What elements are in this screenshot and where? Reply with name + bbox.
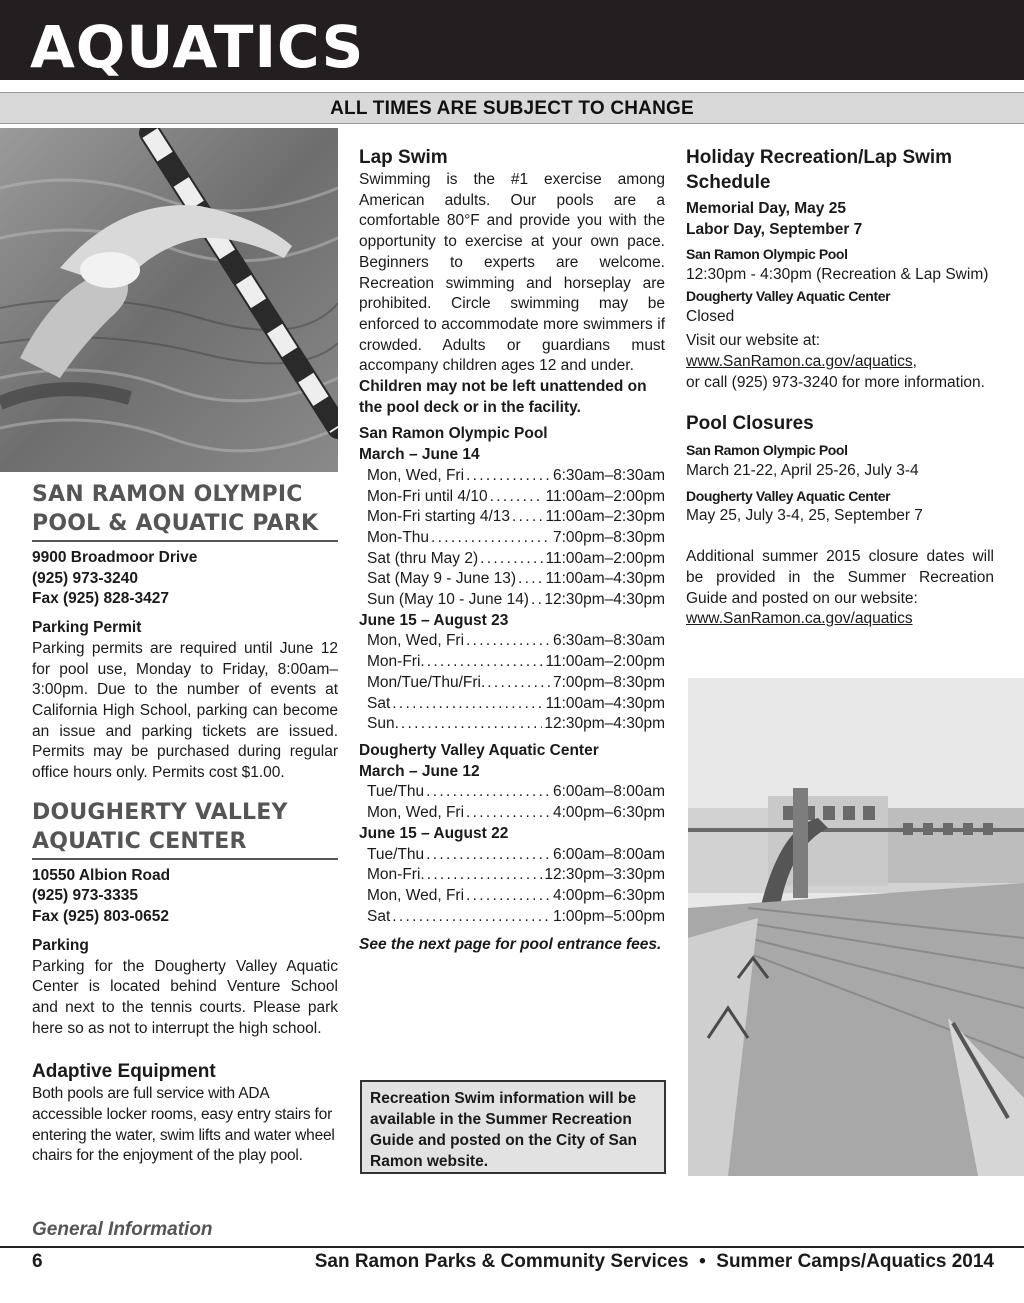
schedule-time: 11:00am–2:00pm xyxy=(545,487,665,505)
closure-olympic-dates: March 21-22, April 25-26, July 3-4 xyxy=(686,462,919,480)
page-number: 6 xyxy=(32,1251,43,1272)
schedule-row xyxy=(359,590,665,611)
olympic-period-2: June 15 – August 23 xyxy=(359,611,509,629)
dougherty-period-2: June 15 – August 22 xyxy=(359,824,509,842)
dot-leader xyxy=(431,528,551,549)
dougherty-phone: (925) 973-3335 xyxy=(32,887,138,905)
title-banner xyxy=(0,0,1024,80)
dougherty-fax: Fax (925) 803-0652 xyxy=(32,908,170,926)
schedule-day: Sun (May 10 - June 14) xyxy=(367,591,529,609)
schedule-time: 6:30am–8:30am xyxy=(552,632,665,650)
adaptive-text: Both pools are full service with ADA accessible locker rooms, easy entry stairs for entering the water, swim lifts and water wheel chairs for the enjoyment of the play pool. xyxy=(32,1085,335,1165)
olympic-phone: (925) 973-3240 xyxy=(32,569,138,587)
middle-column xyxy=(359,145,665,956)
schedule-row xyxy=(359,714,665,735)
parking-text: Parking for the Dougherty Valley Aquatic Center is located behind Venture School and next to the tennis courts. Please park here so as not to interrupt the high school. xyxy=(32,957,338,1037)
schedule-row xyxy=(359,549,665,570)
recreation-swim-note: Recreation Swim information will be available in the Summer Recreation Guide and posted on the City of San Ramon website. xyxy=(360,1080,666,1174)
schedule-day: Mon-Fri. xyxy=(367,653,425,671)
schedule-day: Tue/Thu xyxy=(367,783,425,801)
schedule-day: Sun. xyxy=(367,715,399,733)
dot-leader xyxy=(466,631,551,652)
dot-leader xyxy=(392,907,551,928)
schedule-row xyxy=(359,507,665,528)
dot-leader xyxy=(487,673,551,694)
dougherty-contact xyxy=(32,866,338,928)
schedule-row xyxy=(359,782,665,803)
dougherty-heading: DOUGHERTY VALLEY AQUATIC CENTER xyxy=(32,798,338,860)
schedule-row xyxy=(359,673,665,694)
lap-swim-warning: Children may not be left unattended on the pool deck or in the facility. xyxy=(359,378,647,416)
holiday-dougherty-status: Closed xyxy=(686,307,735,325)
holiday-dougherty-label: Dougherty Valley Aquatic Center xyxy=(686,287,891,304)
schedule-time: 4:00pm–6:30pm xyxy=(552,886,665,904)
schedule-day: Sat (May 9 - June 13) xyxy=(367,570,517,588)
dougherty-schedule-title: Dougherty Valley Aquatic Center xyxy=(359,741,599,759)
holiday-title: Holiday Recreation/Lap Swim Schedule xyxy=(686,147,953,193)
dot-leader xyxy=(480,549,543,570)
schedule-row xyxy=(359,865,665,886)
schedule-time: 6:00am–8:00am xyxy=(552,845,665,863)
dot-leader xyxy=(427,652,544,673)
footer-divider xyxy=(0,1246,1024,1248)
holiday-olympic-label: San Ramon Olympic Pool xyxy=(686,246,848,263)
schedule-time: 7:00pm–8:30pm xyxy=(552,673,665,691)
aquatics-link[interactable]: www.SanRamon.ca.gov/aquatics xyxy=(686,352,913,370)
right-column xyxy=(686,145,994,630)
holiday-date-2: Labor Day, September 7 xyxy=(686,220,863,238)
schedule-day: Mon-Fri until 4/10 xyxy=(367,487,488,505)
swimmer-photo xyxy=(0,128,338,472)
holiday-olympic-hours: 12:30pm - 4:30pm (Recreation & Lap Swim) xyxy=(686,266,989,284)
schedule-row xyxy=(359,466,665,487)
closure-dougherty-dates: May 25, July 3-4, 25, September 7 xyxy=(686,507,923,525)
schedule-time: 11:00am–2:00pm xyxy=(545,653,665,671)
schedule-day: Sat (thru May 2) xyxy=(367,549,479,567)
notice-bar xyxy=(0,92,1024,124)
schedule-day: Sat xyxy=(367,907,391,925)
schedule-day: Mon/Tue/Thu/Fri. xyxy=(367,673,486,691)
dot-leader xyxy=(466,803,551,824)
schedule-day: Mon, Wed, Fri xyxy=(367,632,465,650)
parking-permit-text: Parking permits are required until June 12 for pool use, Monday to Friday, 8:00am–3:00pm. Due to the number of events at California High School, parking can become an issue and parking tickets are issued. Permits may be purchased during regular office hours only. Permits cost $1.00. xyxy=(32,639,338,782)
schedule-time: 6:30am–8:30am xyxy=(552,466,665,484)
parking-permit-title: Parking Permit xyxy=(32,619,142,637)
visit-link-line: www.SanRamon.ca.gov/aquatics, xyxy=(686,352,917,370)
schedule-time: 11:00am–4:30pm xyxy=(545,694,665,712)
schedule-row xyxy=(359,907,665,928)
dot-leader xyxy=(426,782,551,803)
left-column xyxy=(32,480,338,1167)
dougherty-schedule-1 xyxy=(359,782,665,823)
schedule-row xyxy=(359,694,665,715)
schedule-row xyxy=(359,631,665,652)
olympic-heading: SAN RAMON OLYMPIC POOL & AQUATIC PARK xyxy=(32,480,338,542)
closures-title: Pool Closures xyxy=(686,413,814,435)
schedule-row xyxy=(359,886,665,907)
schedule-time: 4:00pm–6:30pm xyxy=(552,804,665,822)
olympic-fax: Fax (925) 828-3427 xyxy=(32,590,170,608)
dot-leader xyxy=(392,694,543,715)
section-tag: General Information xyxy=(32,1219,213,1240)
closure-olympic-label: San Ramon Olympic Pool xyxy=(686,442,848,459)
additional-closures-text: Additional summer 2015 closure dates will be provided in the Summer Recreation Guide and posted on our website: xyxy=(686,548,994,607)
schedule-day: Mon, Wed, Fri xyxy=(367,804,465,822)
schedule-time: 7:00pm–8:30pm xyxy=(552,528,665,546)
lap-swim-text: Swimming is the #1 exercise among American adults. Our pools are a comfortable 80°F and provide you with the opportunity to exercise at your own pace. Beginners to experts are welcome. Recreation swimming and horseplay are prohibited. Circle swimming may be enforced to accommodate more swimmers if crowded. Adults or guardians must accompany children ages 12 and under. xyxy=(359,171,665,375)
dot-leader xyxy=(512,507,544,528)
olympic-schedule-1 xyxy=(359,466,665,611)
olympic-address: 9900 Broadmoor Drive xyxy=(32,549,198,566)
olympic-contact xyxy=(32,548,338,610)
schedule-time: 11:00am–2:00pm xyxy=(545,549,665,567)
schedule-day: Tue/Thu xyxy=(367,845,425,863)
schedule-time: 11:00am–2:30pm xyxy=(545,508,665,526)
schedule-row xyxy=(359,487,665,508)
schedule-row xyxy=(359,528,665,549)
visit-line-2: or call (925) 973-3240 for more information. xyxy=(686,373,985,391)
schedule-row xyxy=(359,803,665,824)
dot-leader xyxy=(427,865,543,886)
schedule-day: Sat xyxy=(367,694,391,712)
schedule-time: 6:00am–8:00am xyxy=(552,783,665,801)
adaptive-title: Adaptive Equipment xyxy=(32,1061,216,1083)
dot-leader xyxy=(401,714,542,735)
schedule-time: 11:00am–4:30pm xyxy=(545,570,665,588)
holiday-date-1: Memorial Day, May 25 xyxy=(686,200,846,217)
dot-leader xyxy=(426,845,551,866)
schedule-day: Mon-Fri starting 4/13 xyxy=(367,508,510,526)
schedule-time: 1:00pm–5:00pm xyxy=(552,907,665,925)
dot-leader xyxy=(466,886,551,907)
notice-text: ALL TIMES ARE SUBJECT TO CHANGE xyxy=(330,98,694,119)
additional-closures-link[interactable]: www.SanRamon.ca.gov/aquatics xyxy=(686,610,913,628)
olympic-schedule-title: San Ramon Olympic Pool xyxy=(359,425,548,443)
pool-photo xyxy=(688,678,1024,1176)
visit-line-1: Visit our website at: xyxy=(686,332,821,350)
dougherty-schedule-2 xyxy=(359,845,665,928)
schedule-row xyxy=(359,845,665,866)
olympic-period-1: March – June 14 xyxy=(359,446,480,464)
parking-title: Parking xyxy=(32,936,89,954)
publication-title: San Ramon Parks & Community Services • Summer Camps/Aquatics 2014 xyxy=(314,1251,994,1272)
schedule-time: 12:30pm–3:30pm xyxy=(544,866,665,884)
closure-dougherty-label: Dougherty Valley Aquatic Center xyxy=(686,487,891,504)
lap-swim-title: Lap Swim xyxy=(359,147,448,168)
dot-leader xyxy=(466,466,551,487)
dot-leader xyxy=(518,569,543,590)
schedule-row xyxy=(359,569,665,590)
fees-note: See the next page for pool entrance fees. xyxy=(359,936,662,954)
dougherty-address: 10550 Albion Road xyxy=(32,866,171,884)
schedule-day: Mon, Wed, Fri xyxy=(367,466,465,484)
dougherty-period-1: March – June 12 xyxy=(359,762,480,780)
schedule-time: 12:30pm–4:30pm xyxy=(544,591,665,609)
dot-leader xyxy=(531,590,542,611)
page-title: AQUATICS xyxy=(30,13,365,81)
schedule-day: Mon, Wed, Fri xyxy=(367,886,465,904)
schedule-day: Mon-Fri. xyxy=(367,866,425,884)
dot-leader xyxy=(490,487,544,508)
schedule-day: Mon-Thu xyxy=(367,528,430,546)
olympic-schedule-2 xyxy=(359,631,665,735)
schedule-time: 12:30pm–4:30pm xyxy=(544,715,665,733)
schedule-row xyxy=(359,652,665,673)
